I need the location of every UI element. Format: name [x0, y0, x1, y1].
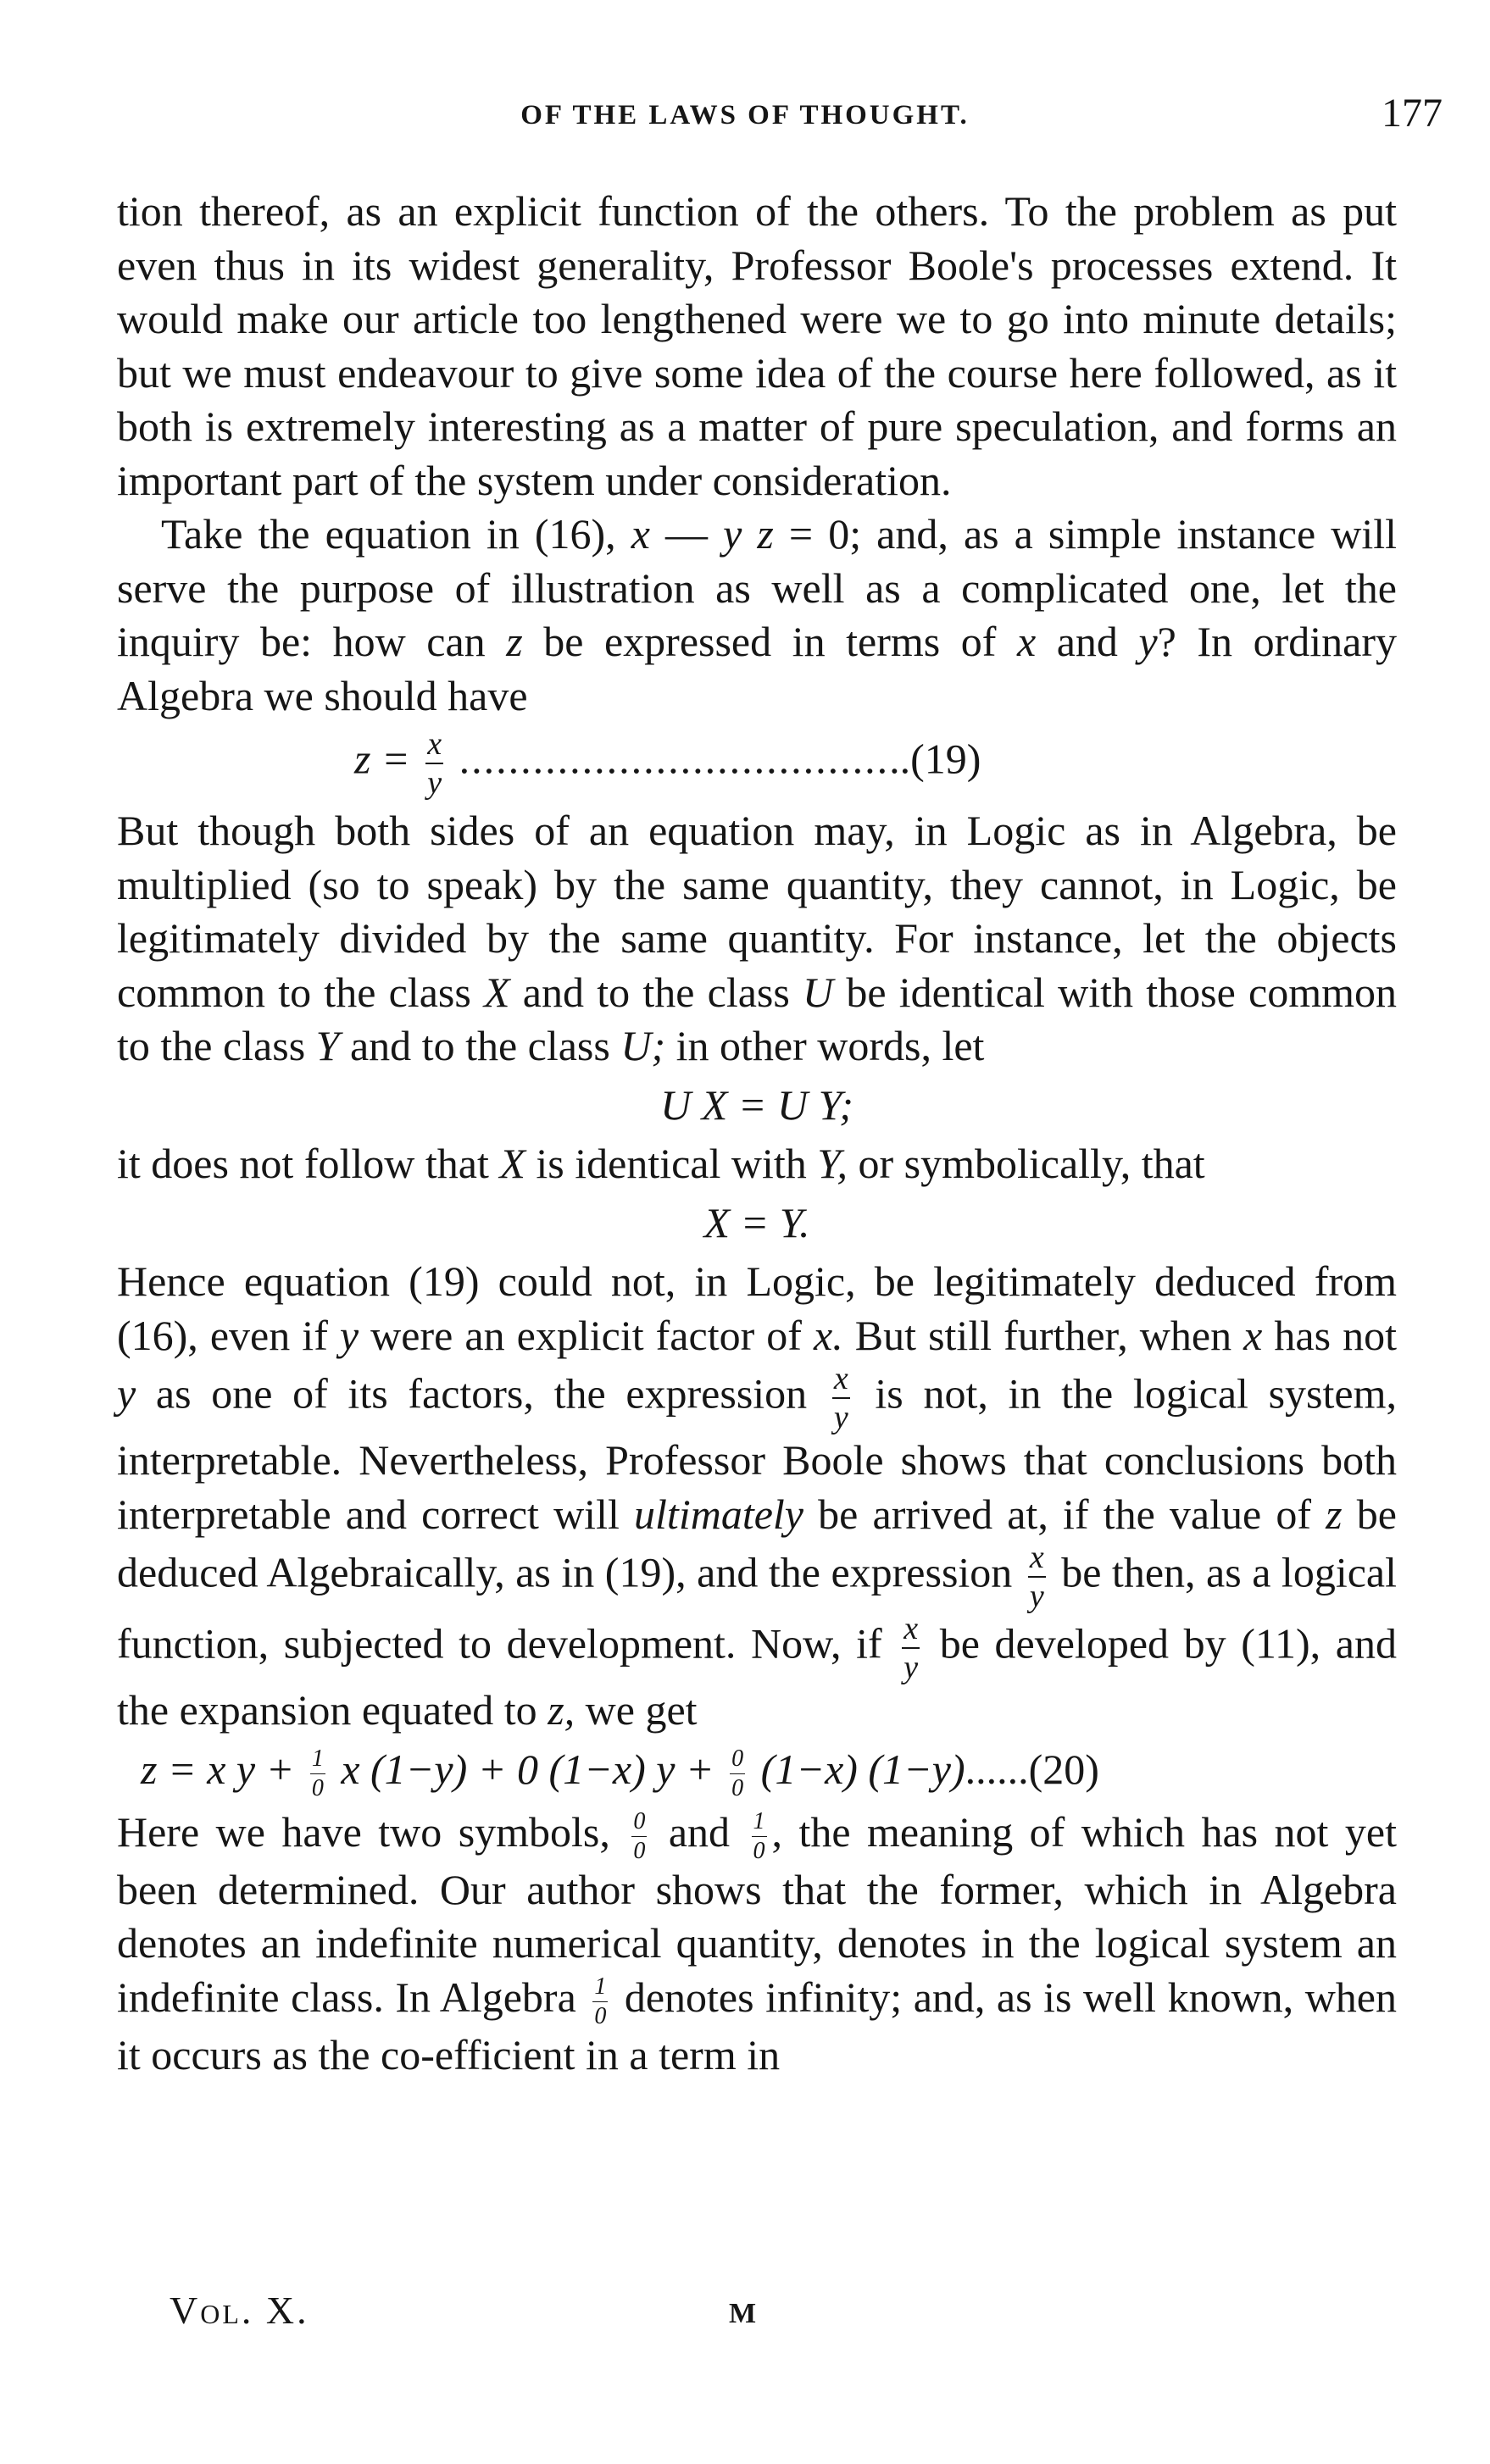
equation-part: z = x y + [141, 1745, 305, 1793]
numerator: x [902, 1612, 920, 1649]
equation-label: ......(20) [965, 1745, 1099, 1793]
text-run: has not [1262, 1311, 1398, 1359]
fraction-zero-over-zero [631, 1807, 647, 1864]
text-run: But still further, when [842, 1311, 1244, 1359]
text-run: denotes infinity; and, as is well known, when it occurs as the co-efficient in a term in [117, 1973, 1397, 2078]
paragraph-4 [117, 1137, 1397, 1191]
equation-20 [117, 1743, 1397, 1801]
denominator: y [1029, 1579, 1044, 1614]
text-run: is identical with [525, 1140, 818, 1187]
denominator: 0 [311, 1774, 324, 1801]
fraction-one-over-zero [592, 1975, 608, 2028]
numerator: 1 [752, 1810, 767, 1837]
leader-dots: ................................... [459, 735, 890, 783]
numerator: 1 [310, 1747, 325, 1774]
math-var: x [1243, 1311, 1263, 1359]
denominator: 0 [731, 1774, 744, 1801]
paragraph-5 [117, 1255, 1397, 1738]
numerator: x [832, 1362, 850, 1399]
equation-ux-uy: U X = U Y; [660, 1080, 853, 1129]
equation-x-y: X = Y. [703, 1198, 810, 1246]
text-run: and [1036, 618, 1139, 665]
text-run: and to the class [509, 968, 803, 1016]
fraction-x-over-y [902, 1612, 920, 1684]
equation-lhs: z = [354, 735, 410, 783]
text-run: be arrived at, if the value of [803, 1490, 1326, 1538]
math-var: z [506, 618, 523, 665]
text-run: , the meaning of which has not yet been determined. Our author shows that the former, which in Algebra denotes an indefinite numerical quantity, denotes in the logical system an indefinite class. In Algebra [117, 1807, 1398, 2021]
text-run: — [649, 510, 724, 558]
equation-19 [117, 728, 1397, 799]
text-run: But though both sides of an equation may, in Logic as in Algebra, be multiplied (so to speak) by the same quantity, they cannot, in Logic, be legitimately divided by the same quantity. For instance, let the objects common to the class [117, 807, 1397, 1016]
text-run: Hence equation (19) could not, in Logic, be legitimately deduced from (16), even if [117, 1257, 1397, 1359]
fraction-x-over-y [1028, 1541, 1046, 1612]
text-run: be then, as a logical function, subjected to development. Now, if [117, 1548, 1397, 1668]
fraction-zero-over-zero [730, 1747, 745, 1801]
text-run: be identical with those common to the class [117, 968, 1397, 1069]
math-var: y [117, 1369, 136, 1418]
text-run: be expressed in terms of [522, 618, 1017, 665]
text-run: it does not follow that [117, 1140, 500, 1187]
math-var: U; [620, 1022, 666, 1069]
numerator: 1 [592, 1975, 608, 2002]
denominator: y [833, 1400, 848, 1435]
paragraph-3 [117, 804, 1397, 1074]
fraction-x-over-y [832, 1362, 850, 1434]
denominator: 0 [594, 2002, 607, 2029]
text-run: were an explicit factor of [359, 1311, 814, 1359]
equation-part: (1−x) (1−y) [750, 1745, 965, 1793]
text-run: Take the equation in (16), [161, 510, 631, 558]
fraction-x-over-y [425, 728, 443, 799]
math-var: x [1016, 618, 1037, 665]
math-var: y [1138, 618, 1158, 665]
paragraph-6 [117, 1806, 1397, 2083]
math-var: X [484, 968, 510, 1016]
math-var: y [339, 1311, 359, 1359]
math-var: x [631, 510, 650, 558]
math-var: Y, [817, 1140, 848, 1187]
text-run: and [652, 1807, 747, 1856]
text-run: we get [575, 1686, 698, 1734]
math-var: Y [315, 1022, 340, 1069]
fraction-one-over-zero [310, 1747, 325, 1801]
text-run: Here we have two symbols, [117, 1807, 627, 1856]
denominator: 0 [753, 1837, 765, 1864]
text-run: be deduced Algebraically, as in (19), and the expression [117, 1490, 1397, 1596]
body-text [117, 185, 1397, 2082]
numerator: 0 [631, 1810, 647, 1837]
text-run: = 0; and, as a simple instance will serve the purpose of illustration as well as a complicated one, let the inquiry be: how can [117, 510, 1398, 665]
math-var: z, [548, 1686, 575, 1734]
paragraph-2 [117, 508, 1397, 723]
numerator: x [425, 728, 443, 764]
text-run: ? In ordinary Algebra we should have [117, 618, 1397, 719]
math-var: z [1326, 1490, 1343, 1538]
denominator: y [903, 1650, 919, 1685]
text-run: or symbolically, that [848, 1140, 1205, 1187]
text-run: is not, in the logical system, interpretable. Nevertheless, Professor Boole shows that conclusions both interpretable and correct will [117, 1369, 1397, 1538]
paragraph-1: tion thereof, as an explicit function of the others. To the problem as put even thus in its widest generality, Professor Boole's processes extend. It would make our article too lengthened were we to go into minute details; but we must endeavour to give some idea of the course here followed, as it both is extremely interesting as a matter of pure speculation, and forms an important part of the system under consideration. [117, 187, 1397, 504]
text-run: be developed by (11), and the expansion equated to [117, 1619, 1397, 1734]
denominator: 0 [633, 1837, 646, 1864]
math-var: x. [814, 1311, 843, 1359]
math-var: U [803, 968, 834, 1016]
numerator: 0 [730, 1747, 745, 1774]
fraction-one-over-zero [752, 1807, 767, 1864]
text-run: as one of its factors, the expression [136, 1369, 827, 1418]
page-number: 177 [1382, 91, 1443, 136]
numerator: x [1028, 1541, 1046, 1578]
emphasis-text: ultimately [634, 1490, 803, 1538]
volume-footer: Vol. X. [170, 2289, 309, 2332]
denominator: y [427, 765, 442, 801]
math-var: y z [723, 510, 774, 558]
equation-label: ..(19) [889, 735, 981, 783]
text-run: in other words, let [665, 1022, 985, 1069]
math-var: X [499, 1140, 525, 1187]
signature-mark: M [729, 2298, 757, 2329]
text-run: and to the class [339, 1022, 621, 1069]
running-title: OF THE LAWS OF THOUGHT. [520, 100, 970, 130]
equation-part: x (1−y) + 0 (1−x) y + [330, 1745, 726, 1793]
